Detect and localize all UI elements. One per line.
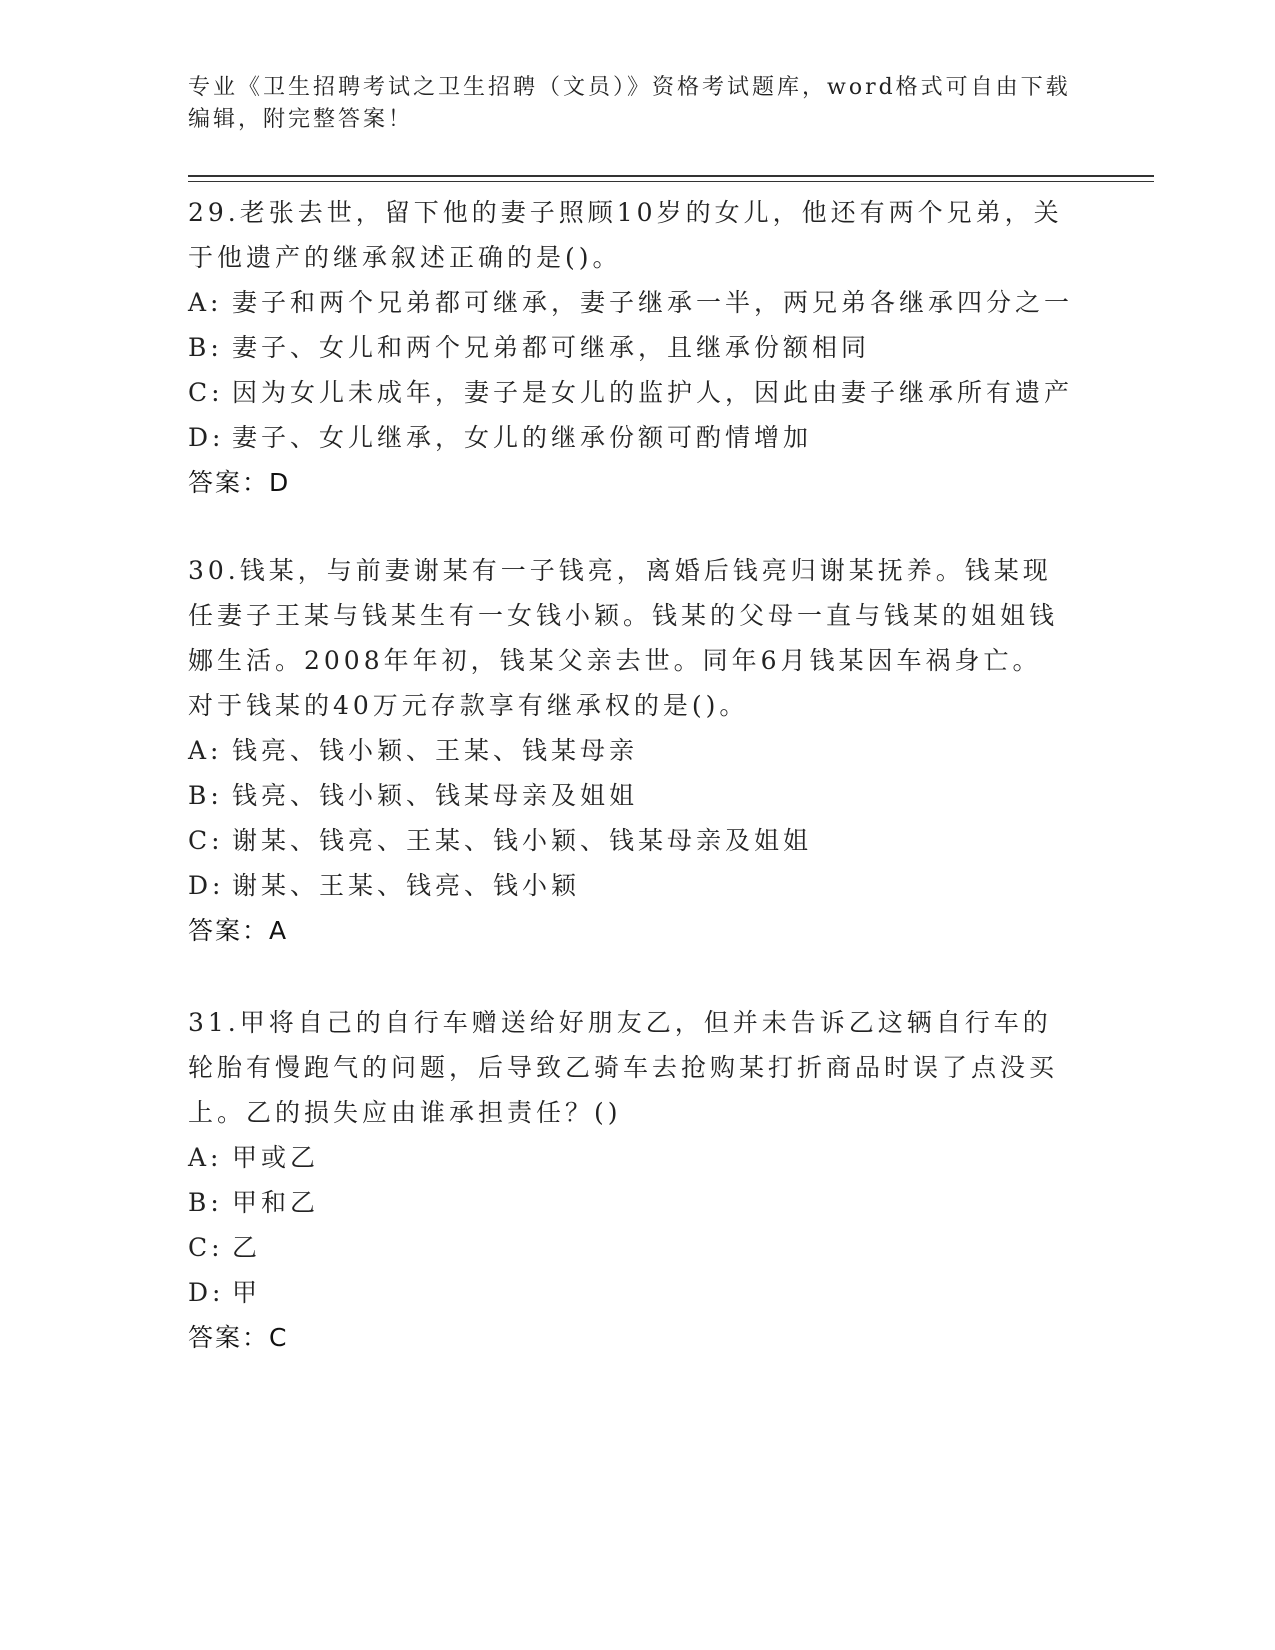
question-stem: 29.老张去世，留下他的妻子照顾10岁的女儿，他还有两个兄弟，关于他遗产的继承叙述正确的是()。 <box>188 198 1063 272</box>
option-text: 因为女儿未成年，妻子是女儿的监护人，因此由妻子继承所有遗产 <box>232 378 1074 407</box>
answer-line: 答案：A <box>188 916 289 945</box>
question-29 <box>188 190 1074 505</box>
option-text: 钱亮、钱小颖、钱某母亲及姐姐 <box>232 781 639 810</box>
option-letter: D: <box>188 423 225 452</box>
option-letter: A: <box>188 736 223 765</box>
option-text: 妻子、女儿和两个兄弟都可继承，且继承份额相同 <box>232 333 871 362</box>
option-text: 妻子和两个兄弟都可继承，妻子继承一半，两兄弟各继承四分之一 <box>232 288 1074 317</box>
answer-line: 答案：C <box>188 1323 289 1352</box>
option-text: 钱亮、钱小颖、王某、钱某母亲 <box>232 736 639 765</box>
option-letter: D: <box>188 1278 225 1307</box>
option-b <box>188 325 1068 370</box>
option-b <box>188 773 1068 818</box>
option-letter: D: <box>188 871 225 900</box>
option-a <box>188 280 1074 325</box>
question-stem: 30.钱某，与前妻谢某有一子钱亮，离婚后钱亮归谢某抚养。钱某现任妻子王某与钱某生有一女钱小颖。钱某的父母一直与钱某的姐姐钱娜生活。2008年年初，钱某父亲去世。同年6月钱某因车祸身亡。对于钱某的40万元存款享有继承权的是()。 <box>188 556 1059 720</box>
option-letter: C: <box>188 378 224 407</box>
option-letter: C: <box>188 1233 224 1262</box>
option-letter: A: <box>188 288 223 317</box>
option-text: 甲 <box>232 1278 262 1307</box>
question-stem: 31.甲将自己的自行车赠送给好朋友乙，但并未告诉乙这辆自行车的轮胎有慢跑气的问题，后导致乙骑车去抢购某打折商品时误了点没买上。乙的损失应由谁承担责任？() <box>188 1008 1059 1127</box>
option-letter: B: <box>188 333 223 362</box>
header-divider-thick <box>188 175 1154 177</box>
option-a <box>188 1135 1068 1180</box>
option-letter: B: <box>188 1188 223 1217</box>
option-text: 乙 <box>232 1233 262 1262</box>
header-divider-thin <box>188 181 1154 182</box>
option-letter: C: <box>188 826 224 855</box>
option-text: 谢某、钱亮、王某、钱小颖、钱某母亲及姐姐 <box>232 826 813 855</box>
option-c <box>188 1225 1068 1270</box>
option-text: 甲或乙 <box>232 1143 320 1172</box>
option-a <box>188 728 1068 773</box>
document-header: 专业《卫生招聘考试之卫生招聘（文员）》资格考试题库，word格式可自由下载编辑，附完整答案！ <box>188 75 1071 132</box>
option-d <box>188 415 1068 460</box>
option-text: 甲和乙 <box>232 1188 320 1217</box>
option-c <box>188 370 1074 415</box>
option-text: 谢某、王某、钱亮、钱小颖 <box>232 871 581 900</box>
option-text: 妻子、女儿继承，女儿的继承份额可酌情增加 <box>232 423 813 452</box>
option-d <box>188 1270 1068 1315</box>
option-letter: A: <box>188 1143 223 1172</box>
answer-line: 答案：D <box>188 468 291 497</box>
question-31 <box>188 1000 1068 1360</box>
question-30 <box>188 548 1068 953</box>
option-b <box>188 1180 1068 1225</box>
option-c <box>188 818 1068 863</box>
option-letter: B: <box>188 781 223 810</box>
option-d <box>188 863 1068 908</box>
